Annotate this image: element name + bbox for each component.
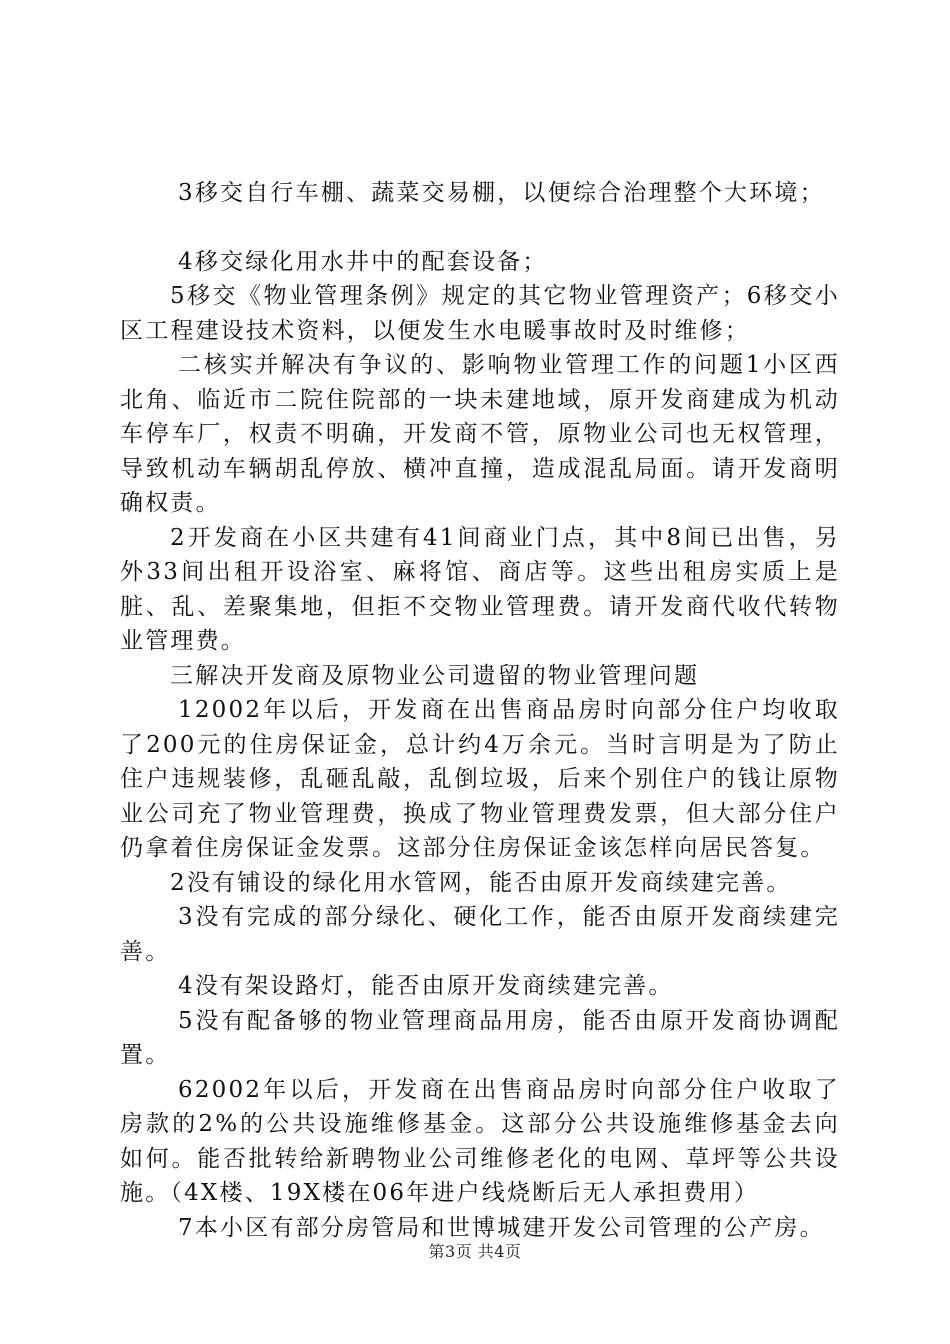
paragraph: 2开发商在小区共建有41间商业门点，其中8间已出售，另外33间出租开设浴室、麻将馆、商店等。这些出租房实质上是脏、乱、差聚集地，但拒不交物业管理费。请开发商代收代转物业管理费。: [120, 524, 840, 654]
paragraph: 62002年以后，开发商在出售商品房时向部分住户收取了房款的2%的公共设施维修基金。这部分公共设施维修基金去向如何。能否批转给新聘物业公司维修老化的电网、草坪等公共设施。（4X楼、19X楼在06年进户线烧断后无人承担费用）: [120, 1076, 840, 1206]
paragraph: 3移交自行车棚、蔬菜交易棚，以便综合治理整个大环境；: [178, 180, 825, 206]
paragraph: 4移交绿化用水井中的配套设备；: [178, 248, 548, 275]
paragraph: 二核实并解决有争议的、影响物业管理工作的问题1小区西北角、临近市二院住院部的一块未建地域，原开发商建成为机动车停车厂，权责不明确，开发商不管，原物业公司也无权管理，导致机动车辆胡乱停放、横冲直撞，造成混乱局面。请开发商明确权责。: [120, 352, 840, 516]
paragraph: 7本小区有部分房管局和世博城建开发公司管理的公产房。: [178, 1214, 825, 1241]
document-body: [120, 176, 840, 1245]
paragraph: 5没有配备够的物业管理商品用房，能否由原开发商协调配置。: [120, 1007, 840, 1068]
paragraph: 12002年以后，开发商在出售商品房时向部分住户均收取了200元的住房保证金，总计约4万余元。当时言明是为了防止住户违规装修，乱砸乱敲，乱倒垃圾，后来个别住户的钱让原物业公司充了物业管理费，换成了物业管理费发票，但大部分住户仍拿着住房保证金发票。这部分住房保证金该怎样向居民答复。: [120, 697, 840, 861]
paragraph: 2没有铺设的绿化用水管网，能否由原开发商续建完善。: [170, 869, 792, 896]
page-indicator: 第3页 共4页: [428, 1242, 522, 1261]
paragraph: 5移交《物业管理条例》规定的其它物业管理资产；6移交小区工程建设技术资料，以便发生水电暖事故时及时维修；: [120, 283, 840, 344]
paragraph: 4没有架设路灯，能否由原开发商续建完善。: [178, 973, 674, 999]
section-heading: 三解决开发商及原物业公司遗留的物业管理问题: [170, 662, 700, 689]
paragraph: 3没有完成的部分绿化、硬化工作，能否由原开发商续建完善。: [120, 904, 840, 965]
